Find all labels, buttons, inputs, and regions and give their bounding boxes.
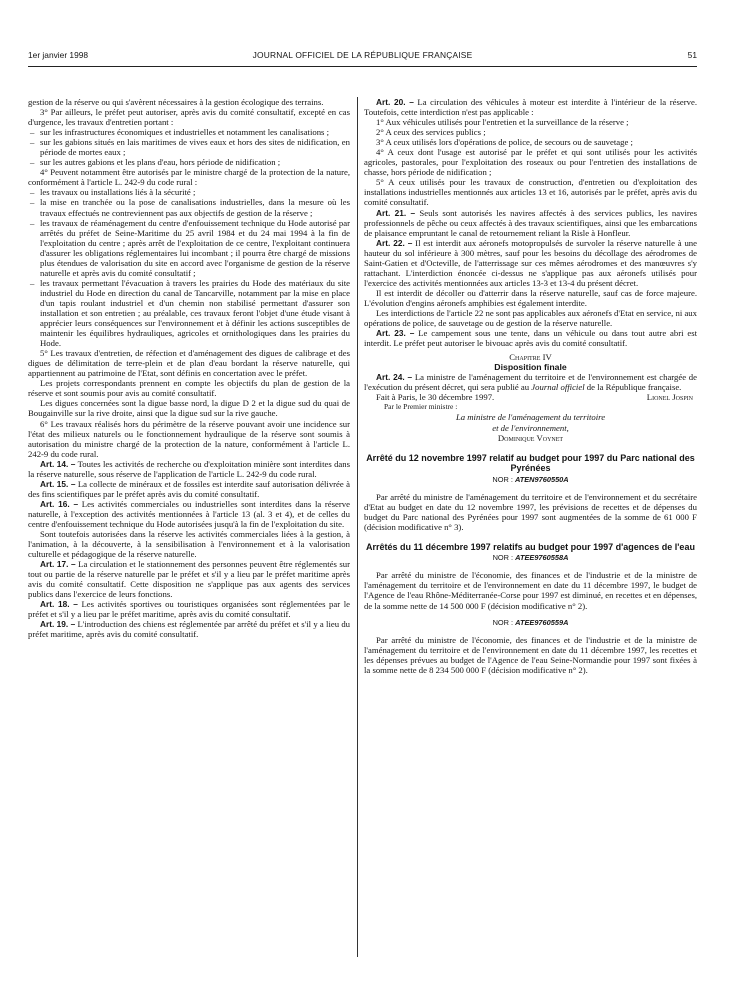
section-heading: Disposition finale	[494, 362, 567, 373]
list-item: – sur les gabions situés en lais maritimes de vives eaux et hors des sites de nidification, en période de mortes eaux ;	[28, 137, 350, 157]
list-item: – la mise en tranchée ou la pose de canalisations industrielles, dans la mesure où les travaux effectués ne contreviennent pas aux objectifs de gestion de la réserve ;	[28, 197, 350, 217]
article-label: Art. 14. –	[40, 458, 76, 469]
chapter-heading: Chapitre IV	[509, 352, 552, 363]
minister-title: La ministre de l'aménagement du territoire	[455, 412, 606, 423]
paragraph: Les digues concernées sont la digue basse nord, la digue D 2 et la digue sud du quai de Bougainville sur la rive droite, ainsi que la digue sud sur la rive gauche.	[28, 398, 350, 419]
paragraph: 5° A ceux utilisés pour les travaux de construction, d'entretien ou d'exploitation des installations industrielles mentionnés aux articles 13 et 16, autorisés par le préfet, après avis du comité consultatif.	[364, 177, 697, 208]
paragraph: Il est interdit de décoller ou d'atterrir dans la réserve naturelle, sauf cas de force majeure. L'évolution d'engins aéronefs amphibies est également interdite.	[364, 287, 697, 308]
nor-reference	[364, 475, 697, 485]
article-15	[28, 479, 350, 499]
article-label: Art. 15. –	[40, 478, 76, 489]
article-text: Les activités sportives ou touristiques organisées sont réglementées par le préfet et s'il y a lieu par le préfet maritime, après avis du comité consultatif.	[28, 599, 350, 620]
signatory-name: Lionel Jospin	[646, 392, 693, 403]
header-rule	[28, 66, 697, 67]
paragraph: 4° Peuvent notamment être autorisés par le ministre chargé de la protection de la nature, conformément à l'article L. 242-9 du code rural :	[28, 167, 350, 188]
right-column	[364, 97, 697, 675]
list-item: – les travaux de réaménagement du centre d'enfouissement technique du Hode autorisé par arrêtés du préfet de Seine-Maritime du 25 avril 1984 et du 24 mai 1994 à la fin de l'exploitation du centre ; après arrêt de l'exploitation de ce centre, l'exploitant continuera d'assurer les obligations réglementaires lui incombant ; il pourra être chargé de missions plus étendues de valorisation du site en accord avec l'organisme de gestion de la réserve naturelle et après avis du comité consultatif ;	[28, 218, 350, 278]
article-text: La circulation des véhicules à moteur est interdite à l'intérieur de la réserve. Toutefois, cette interdiction n'est pas applicable :	[364, 97, 697, 118]
article-24	[364, 372, 697, 392]
issue-date: 1er janvier 1998	[28, 50, 89, 60]
paragraph: Sont toutefois autorisées dans la réserve les activités commerciales liées à la gestion, à l'animation, à la découverte, à la sensibilisation à l'environnement et à la valorisation culturelle et pédagogique de la réserve naturelle.	[28, 529, 350, 560]
paragraph: 4° A ceux dont l'usage est autorisé par le préfet et qui sont utilisés pour les activités agricoles, pastorales, pour l'exploitation des roseaux ou pour l'entretien des installations de chasse, hors période de nidification ;	[364, 147, 697, 178]
article-label: Art. 20. –	[376, 97, 414, 107]
arrete-title: Arrêté du 12 novembre 1997 relatif au budget pour 1997 du Parc national des Pyrénées	[366, 452, 695, 474]
paragraph: 5° Les travaux d'entretien, de réfection et d'aménagement des digues de calibrage et des digues de délimitation de terre-plein et de plan d'eau bordant la réserve naturelle, qui appartiennent au patrimoine de l'Etat, sont définis en concertation avec le préfet.	[28, 348, 350, 379]
article-text: Il est interdit aux aéronefs motopropulsés de survoler la réserve naturelle à une hauteur du sol inférieure à 300 mètres, sauf pour les besoins du décollage des aérodromes de Saint-Gatien et d'Octeville, de l'atterrissage sur ces mêmes aérodromes et des manœuvres s'y rattachant. L'interdiction énoncée ci-dessus ne s'applique pas aux aéronefs utilisés pour l'exercice des activités mentionnées aux articles 13-3 et 13-4 du présent décret.	[364, 237, 697, 288]
paragraph: gestion de la réserve ou qui s'avèrent nécessaires à la gestion écologique des terrains.	[28, 97, 324, 107]
article-20	[364, 97, 697, 117]
article-text: Les activités commerciales ou industrielles sont interdites dans la réserve naturelle, à l'exception des activités mentionnées à l'article 13 (al. 3 et 4), et de celles du centre d'enfouissement technique du Hode autorisées jusqu'à la fin de l'exploitation du site.	[28, 498, 350, 529]
journal-name: Journal officiel	[531, 382, 585, 393]
article-label: Art. 18. –	[40, 599, 78, 610]
article-16	[28, 499, 350, 529]
paragraph: 3° A ceux utilisés lors d'opérations de police, de secours ou de sauvetage ;	[376, 137, 633, 148]
article-label: Art. 21. –	[376, 207, 416, 218]
article-23	[364, 328, 697, 348]
article-text: L'introduction des chiens est réglementée par arrêté du préfet et s'il y a lieu du préfet maritime, après avis du comité consultatif.	[28, 619, 351, 640]
article-text: La collecte de minéraux et de fossiles est interdite sauf autorisation délivrée à des fins scientifiques par le préfet après avis du comité consultatif.	[28, 478, 350, 499]
article-text-end: de la République française.	[584, 382, 682, 393]
by-line: Par le Premier ministre :	[384, 402, 458, 412]
page-header	[28, 50, 697, 64]
paragraph: 2° A ceux des services publics ;	[376, 127, 486, 138]
article-label: Art. 16. –	[40, 498, 79, 509]
article-label: Art. 19. –	[40, 619, 76, 630]
nor-code: ATEN9760550A	[514, 474, 569, 484]
article-19	[28, 619, 350, 639]
paragraph: 3° Par ailleurs, le préfet peut autoriser, après avis du comité consultatif, excepté en cas d'urgence, les travaux d'entretien portant :	[28, 107, 350, 128]
article-22	[364, 238, 697, 288]
article-text: Toutes les activités de recherche ou d'exploitation minière sont interdites dans la réserve naturelle, sous réserve de l'application de l'article L. 242-9 du code rural.	[28, 458, 351, 479]
article-text: Seuls sont autorisés les navires affectés à des services publics, les navires professionnels de pêche ou ceux affectés à des travaux scientifiques, ainsi que les embarcations de plaisance empruntant le canal de retournement reliant la Risle à Honfleur.	[364, 207, 698, 238]
list-item: – les travaux ou installations liés à la sécurité ;	[28, 187, 350, 197]
paragraph: 1° Aux véhicules utilisés pour l'entretien et la surveillance de la réserve ;	[376, 117, 629, 128]
list-item: – les travaux permettant l'évacuation à travers les prairies du Hode des matériaux du site industriel du Hode en direction du canal de Tancarville, notamment par la mise en place d'un tapis roulant industriel et d'un chemin non stabilisé permettant d'assurer son installation et son entretien ; au préalable, ces travaux feront l'objet d'une étude visant à apprécier leurs conséquences sur l'environnement et à définir les actions susceptibles de maintenir les équilibres hydrauliques, agricoles et ornithologiques dans les prairies du Hode.	[28, 278, 350, 348]
list	[28, 127, 350, 167]
list-item: – sur les autres gabions et les plans d'eau, hors période de nidification ;	[28, 157, 350, 167]
nor-label: NOR :	[492, 617, 516, 627]
signature-line	[364, 392, 697, 402]
article-14	[28, 459, 350, 479]
article-text: La circulation et le stationnement des personnes peuvent être réglementés sur tout ou partie de la réserve naturelle par le préfet et s'il y a lieu par le préfet maritime après avis du comité consultatif. Cette disposition ne s'applique pas aux agents des services publics dans l'exercice de leurs fonctions.	[28, 559, 350, 600]
nor-label: NOR :	[492, 553, 516, 563]
article-text: Le campement sous une tente, dans un véhicule ou dans tout autre abri est interdit. Le préfet peut autoriser le bivouac après avis du comité consultatif.	[364, 328, 697, 349]
article-label: Art. 24. –	[376, 372, 413, 383]
nor-reference	[364, 553, 697, 563]
arrete-title: Arrêtés du 11 décembre 1997 relatifs au budget pour 1997 d'agences de l'eau	[366, 541, 695, 552]
article-label: Art. 23. –	[376, 328, 415, 339]
article-label: Art. 22. –	[376, 237, 413, 248]
signature-date: Fait à Paris, le 30 décembre 1997.	[376, 392, 495, 403]
article-label: Art. 17. –	[40, 559, 76, 570]
nor-code: ATEE9760558A	[515, 553, 569, 563]
minister-title: et de l'environnement,	[492, 422, 569, 433]
paragraph: Par arrêté du ministre de l'économie, des finances et de l'industrie et de la ministre de l'aménagement du territoire et de l'environnement en date du 11 décembre 1997, les recettes et les dépenses prévues au budget de l'Agence de l'eau Seine-Normandie pour 1997 sont fixées à la somme nette de 8 234 500 000 F (décision modificative n° 2).	[364, 634, 697, 675]
paragraph: Par arrêté du ministre de l'économie, des finances et de l'industrie et de la ministre de l'aménagement du territoire et de l'environnement en date du 11 décembre 1997, le budget de l'Agence de l'eau Rhône-Méditerranée-Corse pour 1997 est diminué, en recettes et en dépenses, de la somme nette de 14 500 000 F (décision modificative n° 2).	[364, 570, 697, 611]
list-item: – sur les infrastructures économiques et industrielles et notamment les canalisations ;	[28, 127, 350, 137]
article-text: La ministre de l'aménagement du territoire et de l'environnement est chargée de l'exécution du présent décret, qui sera publié au	[364, 372, 697, 393]
column-divider	[357, 97, 358, 957]
paragraph: Les projets correspondants prennent en compte les objectifs du plan de gestion de la réserve et sont soumis pour avis au comité consultatif.	[28, 378, 350, 399]
nor-reference	[364, 618, 697, 628]
page-number: 51	[687, 50, 697, 60]
article-21	[364, 208, 697, 238]
paragraph: Par arrêté du ministre de l'aménagement du territoire et de l'environnement et du secrétaire d'Etat au budget en date du 12 novembre 1997, les prévisions de recettes et de dépenses du budget du Parc national des Pyrénées pour 1997 sont augmentées de la somme de 61 000 F (décision modificative n° 3).	[364, 491, 697, 532]
article-18	[28, 599, 350, 619]
nor-label: NOR :	[492, 474, 515, 484]
list	[28, 187, 350, 348]
journal-title: JOURNAL OFFICIEL DE LA RÉPUBLIQUE FRANÇAISE	[252, 50, 473, 60]
paragraph: 6° Les travaux réalisés hors du périmètre de la réserve pouvant avoir une incidence sur l'état des milieux naturels ou le fonctionnement hydraulique de la réserve sont soumis à autorisation du ministre chargé de la protection de la nature, conformément à l'article L. 242-9 du code rural.	[28, 418, 350, 459]
left-column	[28, 97, 350, 640]
minister-name: Dominique Voynet	[497, 432, 564, 443]
nor-code: ATEE9760559A	[515, 617, 569, 627]
paragraph: Les interdictions de l'article 22 ne sont pas applicables aux aéronefs d'Etat en service, ni aux opérations de police, de sauvetage ou de gestion de la réserve naturelle.	[364, 307, 697, 329]
article-17	[28, 559, 350, 599]
